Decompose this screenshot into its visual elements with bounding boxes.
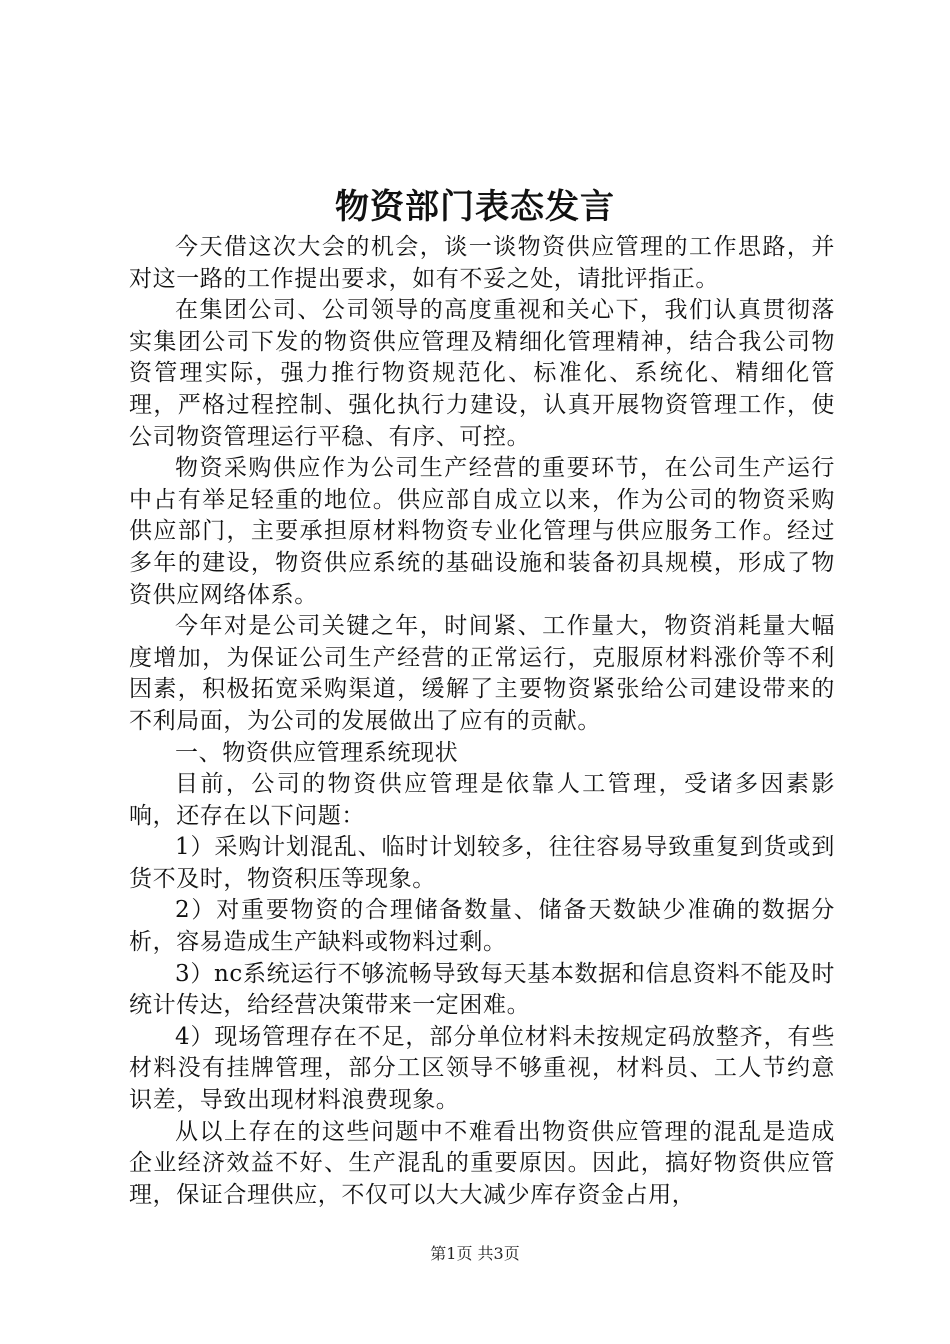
paragraph-management: 在集团公司、公司领导的高度重视和关心下，我们认真贯彻落实集团公司下发的物资供应管理及精细化管理精神，结合我公司物资管理实际，强力推行物资规范化、标准化、系统化、精细化管理，严格过程控制、强化执行力建设，认真开展物资管理工作，使公司物资管理运行平稳、有序、可控。 [129,297,835,450]
problem-item-2: 2）对重要物资的合理储备数量、储备天数缺少准确的数据分析，容易造成生产缺料或物料过剩。 [129,897,835,956]
document-body [129,232,835,1211]
document-title: 物资部门表态发言 [335,187,615,227]
paragraph-procurement: 物资采购供应作为公司生产经营的重要环节，在公司生产运行中占有举足轻重的地位。供应部自成立以来，作为公司的物资采购供应部门，主要承担原材料物资专业化管理与供应服务工作。经过多年的建设，物资供应系统的基础设施和装备初具规模，形成了物资供应网络体系。 [129,455,835,608]
page-footer: 第1页 共3页 [430,1244,520,1263]
problem-item-4: 4）现场管理存在不足，部分单位材料未按规定码放整齐，有些材料没有挂牌管理，部分工区领导不够重视，材料员、工人节约意识差，导致出现材料浪费现象。 [129,1023,835,1114]
paragraph-intro: 今天借这次大会的机会，谈一谈物资供应管理的工作思路，并对这一路的工作提出要求，如有不妥之处，请批评指正。 [129,234,835,292]
section-heading-status: 一、物资供应管理系统现状 [175,739,459,766]
paragraph-this-year: 今年对是公司关键之年，时间紧、工作量大，物资消耗量大幅度增加，为保证公司生产经营的正常运行，克服原材料涨价等不利因素，积极拓宽采购渠道，缓解了主要物资紧张给公司建设带来的不利局面，为公司的发展做出了应有的贡献。 [129,613,835,734]
problem-item-3: 3）nc系统运行不够流畅导致每天基本数据和信息资料不能及时统计传达，给经营决策带来一定困难。 [129,960,835,1019]
paragraph-conclusion: 从以上存在的这些问题中不难看出物资供应管理的混乱是造成企业经济效益不好、生产混乱的重要原因。因此，搞好物资供应管理，保证合理供应，不仅可以大大减少库存资金占用， [129,1118,835,1208]
problem-item-1: 1）采购计划混乱、临时计划较多，往往容易导致重复到货或到货不及时，物资积压等现象。 [129,834,835,892]
paragraph-current-problems: 目前，公司的物资供应管理是依靠人工管理，受诸多因素影响，还存在以下问题： [129,771,835,829]
